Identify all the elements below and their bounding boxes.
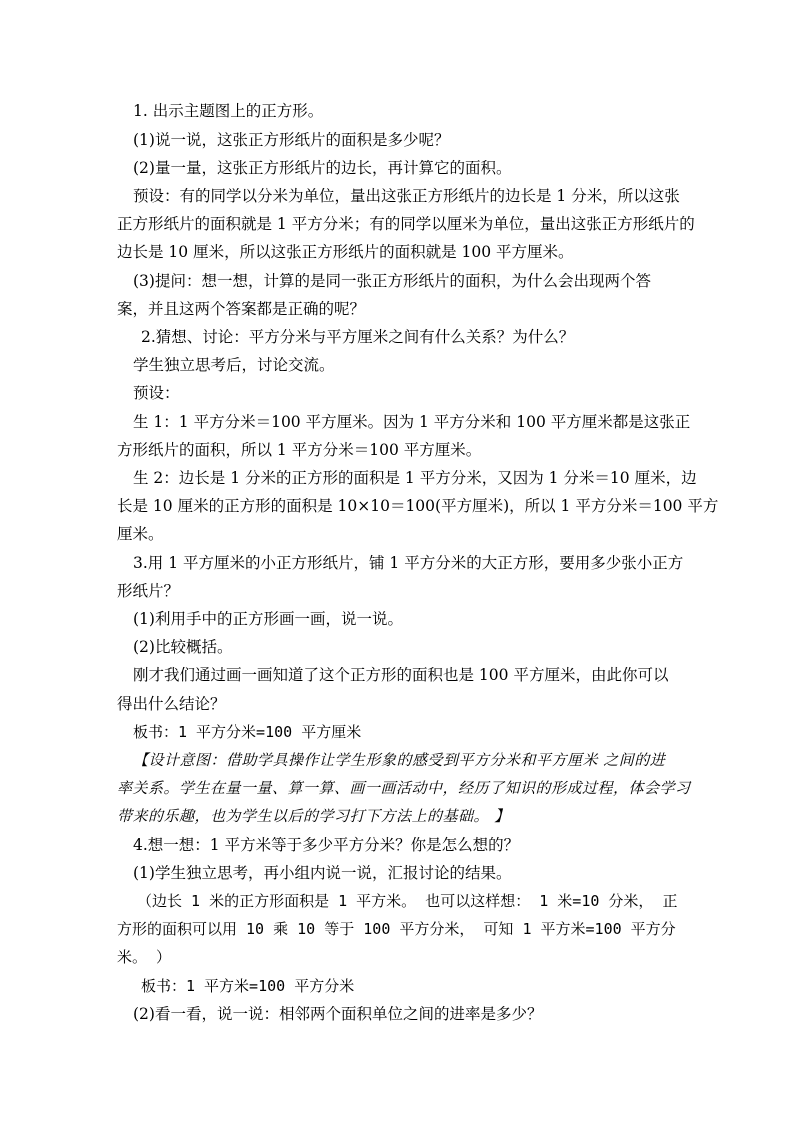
text-line: (1)说一说，这张正方形纸片的面积是多少呢？: [133, 131, 450, 149]
text-line: (2)量一量，这张正方形纸片的边长，再计算它的面积。: [133, 159, 512, 177]
text-line: (1)利用手中的正方形画一画，说一说。: [133, 610, 403, 628]
text-line: 预设：: [133, 384, 180, 402]
text-line: 生 2：边长是 1 分米的正方形的面积是 1 平方分米，又因为 1 分米＝10 厘米，边: [133, 469, 697, 487]
text-line: 方形的面积可以用 10 乘 10 等于 100 平方分米， 可知 1 平方米=100 平方分: [117, 920, 676, 938]
text-line: 长是 10 厘米的正方形的面积是 10×10＝100(平方厘米)，所以 1 平方分米＝100 平方: [117, 497, 719, 515]
text-line: 得出什么结论？: [117, 695, 226, 713]
text-line: 方形纸片的面积，所以 1 平方分米＝100 平方厘米。: [117, 441, 482, 459]
text-line: 预设：有的同学以分米为单位，量出这张正方形纸片的边长是 1 分米，所以这张: [133, 187, 680, 205]
text-line: (2)看一看，说一说：相邻两个面积单位之间的进率是多少？: [133, 1005, 543, 1023]
board-note: 板书：1 平方分米=100 平方厘米: [133, 723, 362, 741]
text-line: 刚才我们通过画一画知道了这个正方形的面积也是 100 平方厘米，由此你可以: [133, 666, 669, 684]
text-line: 学生独立思考后，讨论交流。: [133, 356, 335, 374]
design-intent: 【设计意图：借助学具操作让学生形象的感受到平方分米和平方厘米 之间的进: [133, 751, 666, 769]
text-line: 4.想一想：1 平方米等于多少平方分米？你是怎么想的？: [133, 836, 520, 854]
text-line: 厘米。: [117, 525, 164, 543]
design-intent: 率关系。学生在量一量、算一算、画一画活动中，经历了知识的形成过程，体会学习: [117, 779, 691, 797]
board-note: 板书：1 平方米=100 平方分米: [141, 977, 355, 995]
design-intent: 带来的乐趣，也为学生以后的学习打下方法上的基础。 】: [117, 807, 510, 825]
text-line: 1. 出示主题图上的正方形。: [133, 102, 324, 120]
text-line: 边长是 10 厘米，所以这张正方形纸片的面积就是 100 平方厘米。: [117, 243, 574, 261]
text-line: (1)学生独立思考，再小组内说一说，汇报讨论的结果。: [133, 864, 512, 882]
text-line: （边长 1 米的正方形面积是 1 平方米。 也可以这样想： 1 米=10 分米， 正: [137, 892, 678, 910]
text-line: 生 1：1 平方分米＝100 平方厘米。因为 1 平方分米和 100 平方厘米都是这张正: [133, 413, 691, 431]
text-line: 米。 ）: [117, 948, 172, 966]
text-line: 形纸片？: [117, 582, 180, 600]
text-line: 2.猜想、讨论：平方分米与平方厘米之间有什么关系？为什么？: [141, 328, 575, 346]
text-line: (3)提问：想一想，计算的是同一张正方形纸片的面积，为什么会出现两个答: [133, 272, 651, 290]
text-line: 案，并且这两个答案都是正确的呢？: [117, 300, 366, 318]
text-line: 3.用 1 平方厘米的小正方形纸片，铺 1 平方分米的大正方形，要用多少张小正方: [133, 554, 684, 572]
text-line: (2)比较概括。: [133, 638, 233, 656]
text-line: 正方形纸片的面积就是 1 平方分米；有的同学以厘米为单位，量出这张正方形纸片的: [117, 215, 695, 233]
